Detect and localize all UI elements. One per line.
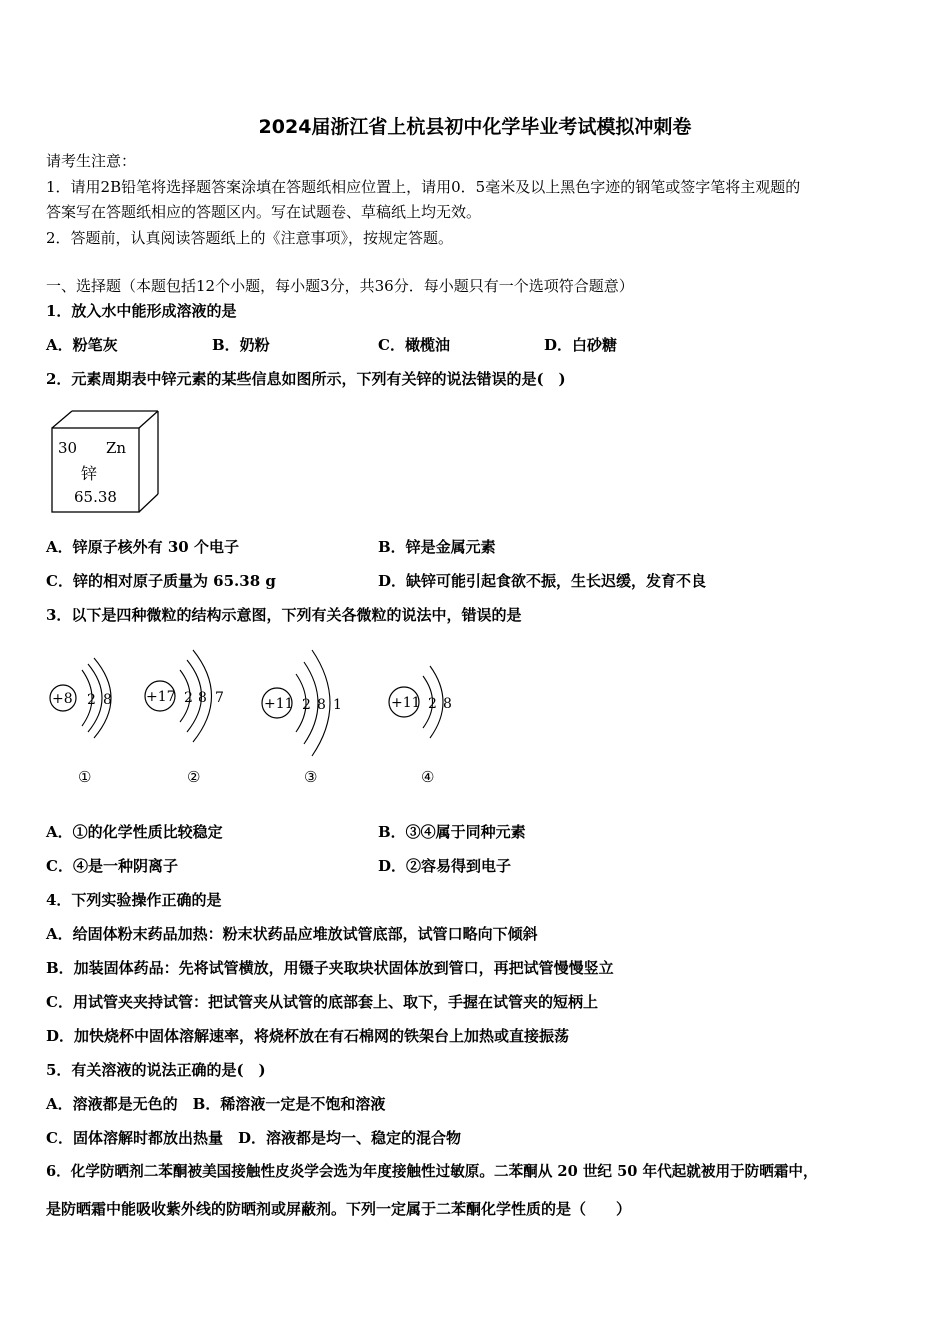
q1-option-d: D．白砂糖: [544, 336, 618, 354]
q4-option-a: A．给固体粉末药品加热：粉末状药品应堆放试管底部，试管口略向下倾斜: [46, 925, 538, 943]
notice-line-1a: 1．请用2B铅笔将选择题答案涂填在答题纸相应位置上，请用0．5毫米及以上黑色字迹的钢笔或签字笔将主观题的: [46, 178, 801, 196]
q5-options-line-2: C．固体溶解时都放出热量 D．溶液都是均一、稳定的混合物: [46, 1129, 461, 1147]
q3-stem: 3．以下是四种微粒的结构示意图，下列有关各微粒的说法中，错误的是: [46, 606, 522, 624]
particle-2-shell-2: 8: [198, 690, 207, 706]
particle-3-shell-1: 2: [302, 697, 311, 713]
particle-4-diagram: [389, 666, 452, 786]
particle-4-shell-1: 2: [428, 696, 437, 712]
particle-3-nucleus: +11: [264, 696, 294, 712]
q4-option-c: C．用试管夹夹持试管：把试管夹从试管的底部套上、取下，手握在试管夹的短柄上: [46, 993, 598, 1011]
particle-2-shell-3: 7: [215, 690, 224, 706]
zinc-element-cell: [48, 408, 163, 516]
atomic-mass: 65.38: [74, 488, 117, 506]
q2-option-a: A．锌原子核外有 30 个电子: [46, 538, 239, 556]
q1-option-a: A．粉笔灰: [46, 336, 118, 354]
q3-option-d: D．②容易得到电子: [378, 857, 512, 875]
particle-1-nucleus: +8: [52, 691, 73, 707]
particle-1-shell-2: 8: [103, 692, 112, 708]
particle-3-shell-3: 1: [333, 697, 342, 713]
q4-option-d: D．加快烧杯中固体溶解速率，将烧杯放在有石棉网的铁架台上加热或直接振荡: [46, 1027, 570, 1045]
particle-4-label: ④: [421, 768, 435, 786]
particle-2-label: ②: [187, 768, 201, 786]
q6-stem-line-2: 是防晒霜中能吸收紫外线的防晒剂或屏蔽剂。下列一定属于二苯酮化学性质的是（ ）: [46, 1200, 632, 1218]
q2-stem: 2．元素周期表中锌元素的某些信息如图所示，下列有关锌的说法错误的是( ): [46, 370, 566, 388]
q3-option-c: C．④是一种阴离子: [46, 857, 178, 875]
notice-line-2: 2．答题前，认真阅读答题纸上的《注意事项》，按规定答题。: [46, 229, 454, 247]
particle-1-label: ①: [78, 768, 92, 786]
q2-option-d: D．缺锌可能引起食欲不振，生长迟缓，发育不良: [378, 572, 707, 590]
particle-2-nucleus: +17: [146, 689, 176, 705]
particle-3-shell-2: 8: [317, 697, 326, 713]
notice-heading: 请考生注意：: [46, 152, 137, 170]
q5-stem: 5．有关溶液的说法正确的是( ): [46, 1061, 266, 1079]
atom-structure-diagrams: [40, 640, 480, 790]
q4-stem: 4．下列实验操作正确的是: [46, 891, 222, 909]
section-heading: 一、选择题（本题包括12个小题，每小题3分，共36分．每小题只有一个选项符合题意）: [46, 277, 634, 295]
element-name: 锌: [81, 464, 98, 483]
q2-option-b: B．锌是金属元素: [378, 538, 496, 556]
q5-options-line-1: A．溶液都是无色的 B．稀溶液一定是不饱和溶液: [46, 1095, 386, 1113]
exam-title: 2024届浙江省上杭县初中化学毕业考试模拟冲刺卷: [258, 116, 692, 138]
element-symbol: Zn: [106, 439, 127, 457]
particle-4-nucleus: +11: [391, 695, 421, 711]
particle-1-shell-1: 2: [87, 692, 96, 708]
atomic-number: 30: [58, 439, 78, 457]
particle-3-label: ③: [304, 768, 318, 786]
particle-4-shell-2: 8: [443, 696, 452, 712]
notice-line-1b: 答案写在答题纸相应的答题区内。写在试题卷、草稿纸上均无效。: [46, 203, 482, 221]
q3-option-b: B．③④属于同种元素: [378, 823, 526, 841]
particle-3-diagram: [262, 650, 342, 786]
particle-1-diagram: [50, 658, 112, 786]
particle-2-diagram: [145, 650, 224, 786]
particle-2-shell-1: 2: [184, 690, 193, 706]
q3-option-a: A．①的化学性质比较稳定: [46, 823, 223, 841]
q1-option-b: B．奶粉: [212, 336, 270, 354]
q4-option-b: B．加装固体药品：先将试管横放，用镊子夹取块状固体放到管口，再把试管慢慢竖立: [46, 959, 614, 977]
q1-stem: 1．放入水中能形成溶液的是: [46, 302, 237, 320]
q1-option-c: C．橄榄油: [378, 336, 450, 354]
q2-option-c: C．锌的相对原子质量为 65.38 g: [46, 572, 276, 590]
q6-stem-line-1: 6．化学防晒剂二苯酮被美国接触性皮炎学会选为年度接触性过敏原。二苯酮从 20 世纪 50 年代起就被用于防晒霜中，: [46, 1163, 818, 1180]
